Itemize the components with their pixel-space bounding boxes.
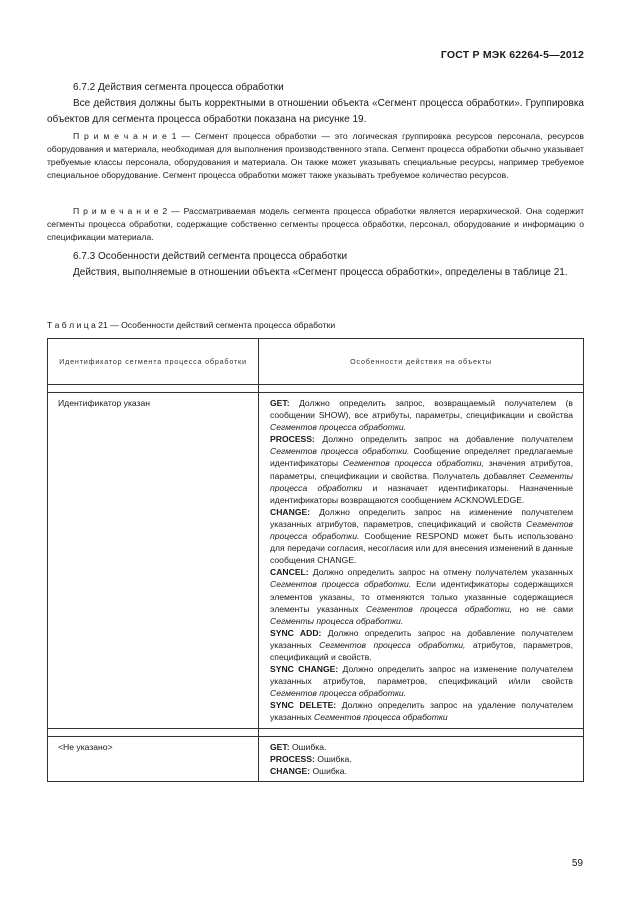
- table-caption: Т а б л и ц а 21 — Особенности действий сегмента процесса обработки: [47, 320, 336, 330]
- sync-change-action: SYNC CHANGE: Должно определить запрос на изменение получателем указанных атрибутов, параметров, спецификаций и/или свойств Сегментов процесса обработки.: [270, 664, 573, 699]
- note-1-label: П р и м е ч а н и е 1: [73, 131, 177, 141]
- row-2-actions: [259, 736, 584, 781]
- cancel-action: CANCEL: Должно определить запрос на отмену получателем указанных Сегментов процесса обработки. Если идентификаторы содержащихся элементов указаны, то отменяются только указанные содержащиеся элементы указанных Сегментов процесса обработки, но не сами Сегменты процесса обработки.: [270, 567, 573, 626]
- change-action: CHANGE: Должно определить запрос на изменение получателем указанных атрибутов, параметров, спецификаций и свойств Сегментов процесса обработки. Сообщение RESPOND может быть использовано для передачи согласия, несогласия или для внесения изменений в данные сообщения CHANGE.: [270, 506, 573, 566]
- actions-table: [47, 338, 584, 782]
- section-6-7-2-body: Все действия должны быть корректными в отношении объекта «Сегмент процесса обработки». Группировка объектов для сегмента процесса обработки показана на рисунке 19.: [47, 98, 584, 125]
- table-header-row: [48, 339, 584, 385]
- section-6-7-2-heading: 6.7.2 Действия сегмента процесса обработки: [73, 82, 284, 93]
- note-1: [47, 130, 584, 182]
- note-2: [47, 205, 584, 244]
- sync-delete-action: SYNC DELETE: Должно определить запрос на удаление получателем указанных Сегментов процесса обработки: [270, 700, 574, 723]
- row-2-id: <Не указано>: [48, 736, 259, 781]
- row-1-actions: [259, 393, 584, 729]
- section-6-7-3: [47, 249, 584, 281]
- get-action: GET: Ошибка.: [270, 741, 327, 752]
- note-1-text: — Сегмент процесса обработки — это логическая группировка ресурсов персонала, ресурсов оборудования и материала, необходимая для выполнения производственного этапа. Сегмент процесса обработки обычно указывает требуемые классы персонала, оборудования и материала. Он также может указывать специальные ресурсы, например требуемое специальное оборудование. Сегмент процесса обработки может также указывать требуемое количество ресурсов.: [47, 131, 584, 180]
- table-gap-row: [48, 728, 584, 736]
- page-number: 59: [571, 858, 583, 869]
- section-6-7-3-body: Действия, выполняемые в отношении объекта «Сегмент процесса обработки», определены в таблице 21.: [73, 267, 568, 278]
- change-action: CHANGE: Ошибка.: [270, 765, 347, 776]
- table-row: [48, 393, 584, 729]
- sync-add-action: SYNC ADD: Должно определить запрос на добавление получателем указанных Сегментов процесса обработки, атрибутов, параметров, спецификаций и свойств.: [270, 627, 573, 662]
- process-action: PROCESS: Должно определить запрос на добавление получателем Сегментов процесса обработки. Сообщение определяет предлагаемые идентификаторы Сегментов процесса обработки, значения атрибутов, параметры, спецификации и свойства. Получатель добавляет Сегменты процесса обработки и назначает идентификаторы. Назначенные идентификаторы возвращаются сообщением ACKNOWLEDGE.: [270, 434, 573, 505]
- column-header-actions: Особенности действия на объекты: [259, 339, 584, 385]
- section-6-7-3-heading: 6.7.3 Особенности действий сегмента процесса обработки: [73, 251, 348, 262]
- note-2-text: — Рассматриваемая модель сегмента процесса обработки является иерархической. Она содержит сегменты процесса обработки, содержащие собственно сегменты процесса обработки, персонал, оборудование и информацию о спецификации материала.: [47, 206, 585, 242]
- table-gap-row: [48, 385, 584, 393]
- row-1-id: Идентификатор указан: [48, 393, 259, 729]
- get-action: GET: Должно определить запрос, возвращаемый получателем (в сообщении SHOW), все атрибуты, параметры, спецификации и свойства Сегментов процесса обработки.: [270, 398, 573, 433]
- section-6-7-2: [47, 80, 584, 128]
- note-2-label: П р и м е ч а н и е 2: [73, 206, 168, 216]
- document-header: ГОСТ Р МЭК 62264-5—2012: [440, 49, 584, 61]
- column-header-id: Идентификатор сегмента процесса обработки: [48, 339, 259, 385]
- table-row: [48, 736, 584, 781]
- process-action: PROCESS: Ошибка.: [270, 753, 352, 764]
